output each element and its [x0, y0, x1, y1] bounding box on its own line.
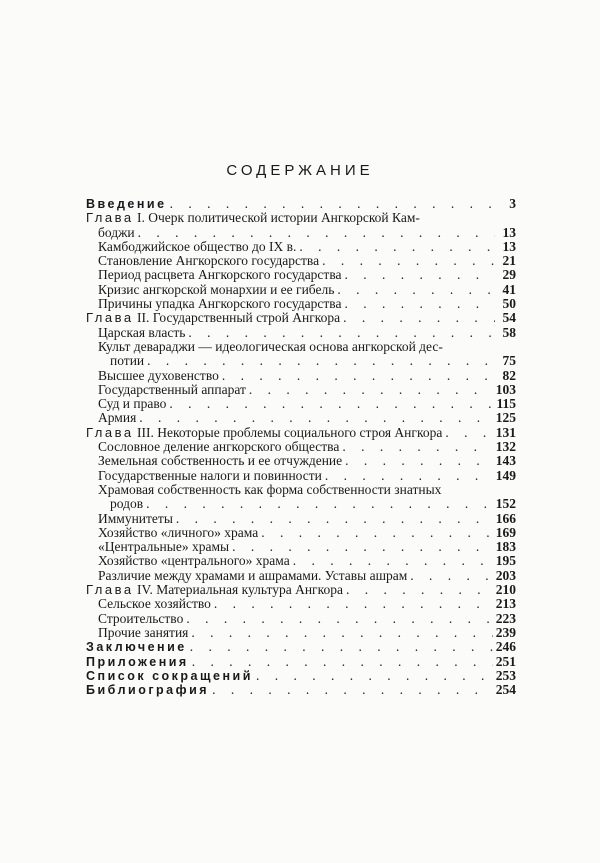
toc-page-number: 213: [495, 596, 516, 612]
toc-page-number: 149: [495, 467, 516, 483]
toc-entry: [86, 354, 516, 368]
toc-entry-label: Глава III. Некоторые проблемы социального строя Ангкора: [86, 424, 443, 440]
toc-entry-label: Введение: [86, 197, 167, 211]
chapter-prefix: Глава: [86, 310, 134, 326]
toc-page-number: 183: [495, 539, 516, 555]
dot-leader: [190, 640, 493, 654]
toc-entry: [86, 497, 516, 511]
toc-entry: [86, 326, 516, 340]
toc-page-number: 50: [502, 296, 516, 312]
toc-entry: [86, 226, 516, 240]
toc-page-number: 41: [502, 281, 516, 297]
toc-page-number: 3: [509, 196, 516, 211]
toc-entry: [86, 211, 516, 225]
toc-entry: [86, 283, 516, 297]
toc-entry-label: Хозяйство «центрального» храма: [98, 553, 290, 569]
toc-entry-label: Глава II. Государственный строй Ангкора: [86, 310, 341, 326]
toc-page-number: 203: [495, 567, 516, 583]
toc-page-number: 75: [502, 353, 516, 369]
toc-entry-label: Государственный аппарат: [98, 381, 246, 397]
toc-entry-label: Прочие занятия: [98, 624, 189, 640]
toc-entry-label: Глава IV. Материальная культура Ангкора: [86, 582, 343, 598]
dot-leader: [299, 240, 495, 254]
toc-entry-label: Иммунитеты: [98, 510, 173, 526]
toc-entry-label: Государственные налоги и повинности: [98, 467, 322, 483]
toc-entry: [86, 483, 516, 497]
dot-leader: [344, 297, 495, 311]
dot-leader: [322, 254, 495, 268]
dot-leader: [445, 426, 492, 440]
toc-page-number: 13: [502, 238, 516, 254]
toc-entry-label: Причины упадка Ангкорского государства: [98, 296, 342, 312]
toc-entry: [86, 197, 516, 211]
toc-entry: [86, 254, 516, 268]
toc-page-number: 169: [495, 524, 516, 540]
toc-entry: [86, 411, 516, 425]
toc-page-number: 251: [495, 653, 516, 669]
dot-leader: [410, 569, 492, 583]
toc-entry-label: Высшее духовенство: [98, 367, 219, 383]
dot-leader: [146, 497, 493, 511]
toc-entry-label: Различие между храмами и ашрамами. Уставы ашрам: [98, 567, 408, 583]
toc-entry: [86, 583, 516, 597]
dot-leader: [345, 268, 495, 282]
dot-leader: [214, 597, 493, 611]
toc-entry-label: Приложения: [86, 654, 189, 669]
toc-entry-label: Строительство: [98, 610, 184, 626]
toc-entry: [86, 440, 516, 454]
toc-entry-label: Заключение: [86, 640, 187, 655]
toc-entry: [86, 669, 516, 683]
dot-leader: [261, 526, 493, 540]
toc-page-number: 82: [502, 367, 516, 383]
dot-leader: [325, 469, 493, 483]
dot-leader: [147, 354, 495, 368]
toc-entry: [86, 469, 516, 483]
toc-entry-continuation: потии: [110, 353, 145, 369]
toc-entry-label: Список сокращений: [86, 668, 253, 683]
toc-entry-label: Царская власть: [98, 324, 186, 340]
toc-entry-label: Культ девараджи — идеологическая основа ангкорской дес-: [98, 338, 443, 354]
toc-entry-label: Глава I. Очерк политической истории Ангкорской Кам-: [86, 210, 420, 226]
toc-entry: [86, 526, 516, 540]
toc-page-number: 13: [502, 224, 516, 240]
toc-entry-label: Хозяйство «личного» храма: [98, 524, 259, 540]
toc-page-number: 125: [495, 410, 516, 426]
chapter-prefix: Глава: [86, 210, 134, 226]
dot-leader: [346, 583, 493, 597]
toc-page-number: 115: [496, 396, 516, 412]
toc-page-number: 223: [495, 610, 516, 626]
toc-entry: [86, 297, 516, 311]
toc-entry: [86, 655, 516, 669]
table-of-contents: [86, 197, 516, 697]
dot-leader: [139, 411, 492, 425]
toc-page-number: 131: [495, 424, 516, 440]
toc-entry-label: Сословное деление ангкорского общества: [98, 439, 340, 455]
toc-entry: [86, 554, 516, 568]
dot-leader: [188, 326, 495, 340]
toc-entry-label: Библиография: [86, 683, 210, 698]
dot-leader: [256, 669, 493, 683]
page-title: СОДЕРЖАНИЕ: [226, 162, 374, 179]
dot-leader: [191, 626, 492, 640]
chapter-prefix: Глава: [86, 582, 134, 598]
toc-entry: [86, 311, 516, 325]
dot-leader: [293, 554, 493, 568]
toc-page-number: 254: [495, 682, 516, 698]
toc-entry-label: Кризис ангкорской монархии и ее гибель: [98, 281, 335, 297]
toc-entry-label: «Центральные» храмы: [98, 539, 230, 555]
dot-leader: [176, 512, 493, 526]
toc-entry: [86, 454, 516, 468]
toc-page-number: 58: [502, 324, 516, 340]
dot-leader: [212, 683, 493, 697]
dot-leader: [170, 197, 495, 211]
toc-entry: [86, 597, 516, 611]
dot-leader: [345, 454, 493, 468]
toc-entry: [86, 640, 516, 654]
toc-page-number: 103: [495, 381, 516, 397]
dot-leader: [337, 283, 495, 297]
toc-page-number: 210: [495, 582, 516, 598]
toc-entry: [86, 512, 516, 526]
dot-leader: [343, 311, 495, 325]
toc-page-number: 143: [495, 453, 516, 469]
dot-leader: [232, 540, 493, 554]
toc-entry-label: Суд и право: [98, 396, 167, 412]
toc-page-number: 246: [495, 639, 516, 655]
toc-entry-label: Храмовая собственность как форма собственности знатных: [98, 481, 442, 497]
dot-leader: [138, 226, 495, 240]
toc-entry: [86, 268, 516, 282]
dot-leader: [192, 655, 493, 669]
toc-page-number: 132: [495, 439, 516, 455]
toc-page-number: 54: [502, 310, 516, 326]
toc-entry: [86, 540, 516, 554]
toc-entry-label: Земельная собственность и ее отчуждение: [98, 453, 343, 469]
toc-page-number: 152: [495, 496, 516, 512]
dot-leader: [169, 397, 493, 411]
toc-page-number: 253: [495, 667, 516, 683]
chapter-prefix: Глава: [86, 424, 134, 440]
toc-entry: [86, 397, 516, 411]
toc-entry: [86, 240, 516, 254]
toc-entry-continuation: боджи: [98, 224, 135, 240]
toc-entry: [86, 383, 516, 397]
dot-leader: [186, 612, 492, 626]
toc-entry: [86, 369, 516, 383]
toc-entry-label: Период расцвета Ангкорского государства: [98, 267, 342, 283]
toc-entry-label: Становление Ангкорского государства: [98, 253, 320, 269]
dot-leader: [342, 440, 492, 454]
toc-page-number: 195: [495, 553, 516, 569]
toc-entry-continuation: родов: [110, 496, 144, 512]
toc-entry: [86, 426, 516, 440]
toc-entry: [86, 340, 516, 354]
dot-leader: [222, 369, 495, 383]
toc-entry-label: Сельское хозяйство: [98, 596, 211, 612]
toc-entry: [86, 569, 516, 583]
toc-page-number: 29: [502, 267, 516, 283]
toc-entry-label: Армия: [98, 410, 137, 426]
dot-leader: [249, 383, 493, 397]
toc-page-number: 166: [495, 510, 516, 526]
toc-entry: [86, 683, 516, 697]
toc-entry: [86, 612, 516, 626]
toc-entry-label: Камбоджийское общество до IX в.: [98, 238, 297, 254]
toc-page-number: 239: [495, 624, 516, 640]
toc-page-number: 21: [502, 253, 516, 269]
toc-entry: [86, 626, 516, 640]
